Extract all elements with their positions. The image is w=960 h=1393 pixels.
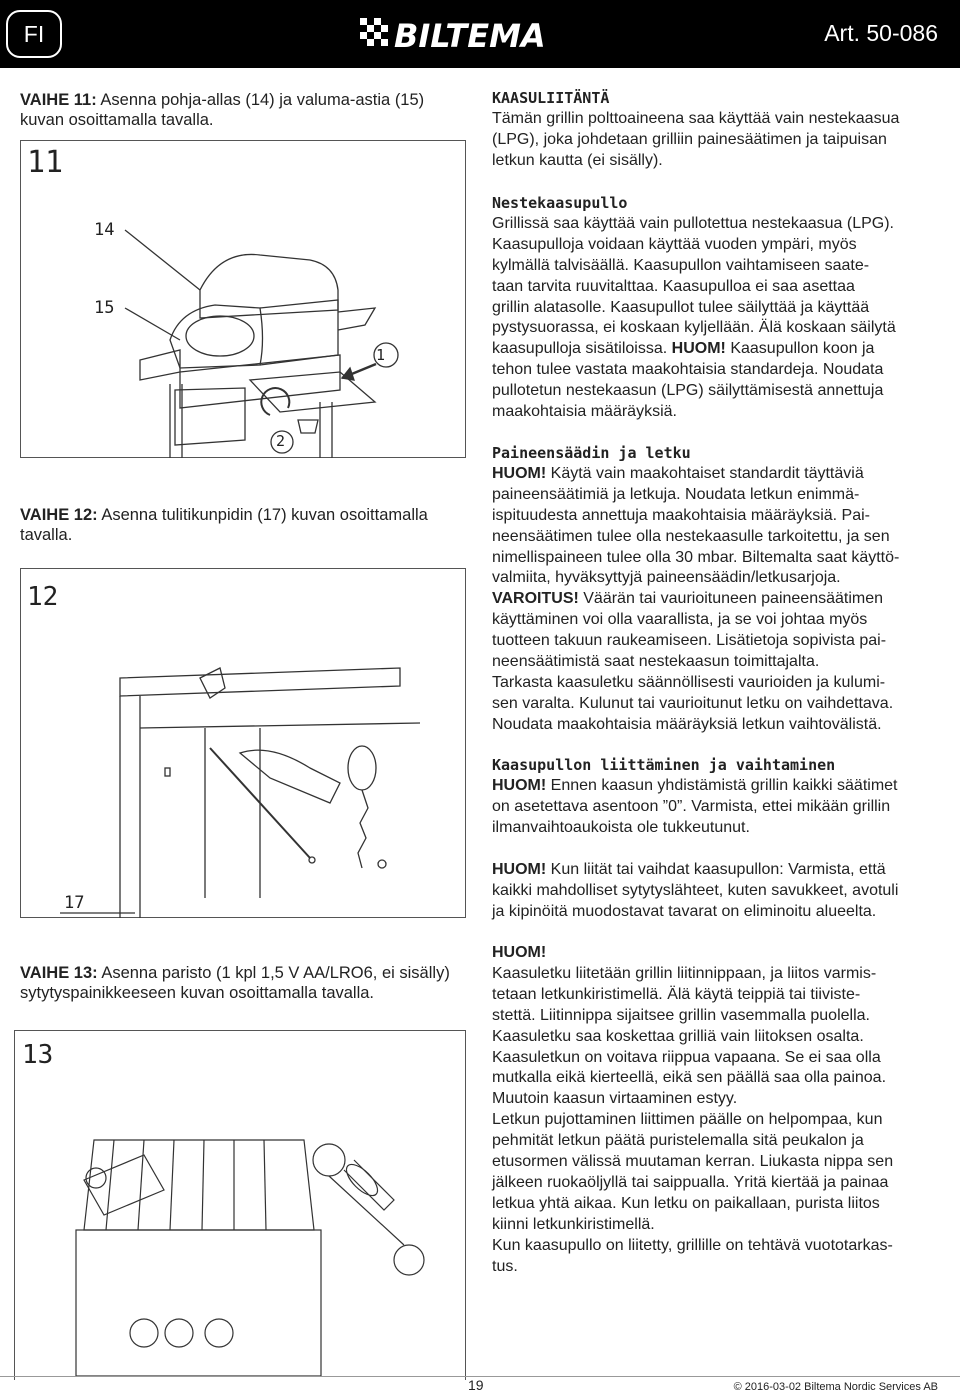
regulator-section: Paineensäädin ja letku HUOM! Käytä vain maakohtaiset standardit täyttäviä paineensäätimiä ja letkuja. Noudata letkun enimmä- ispituudesta annettuja maakohtaisia määräyksiä. Pai- neensäätimen tulee olla nestekaasulle tarkoitettu, ja sen nimellispaineen tulee olla 30 mbar. Biltemalta saat käyttö- valmiita, hyväksyttyjä paineensäädin/letkusarjoja. VAROITUS! Väärän tai vaurioituneen paineensäätimen käyttäminen voi olla vaarallista, ja se voi johtaa myös tuotteen takuun raukeamiseen. Lisätietoja sopivista pai- neensäätimistä saat nestekaasun toimittajalta. Tarkasta kaasuletku säännöllisesti vaurioiden ja kulumi- sen varalta. Kulunut tai vaurioitunut letku on vaihdettava. Noudata maakohtaisia määräyksiä letkun vaihtovälistä. [492,443,942,736]
battery-illustration-13 [14,1030,466,1376]
figure-number: 13 [22,1040,54,1070]
figure-number: 11 [27,145,64,180]
callout-17: 17 [64,893,85,913]
matchholder-illustration-12 [20,568,466,918]
figure-number: 12 [27,582,59,612]
page-number: 19 [468,1377,484,1393]
page-header [0,0,960,68]
step-11-text: VAIHE 11: Asenna pohja-allas (14) ja valuma-astia (15) kuvan osoittamalla tavalla. [20,91,425,129]
step-13-text: VAIHE 13: Asenna paristo (1 kpl 1,5 V AA/LRO6, ei sisälly) sytytyspainikkeeseen kuvan osoittamalla tavalla. [20,964,450,1002]
section-heading: Nestekaasupullo [492,194,628,212]
connecting-section: Kaasupullon liittäminen ja vaihtaminen HUOM! Ennen kaasun yhdistämistä grillin kaikki säätimet on asetettava asentoon ”0”. Varmista, ettei mikään grillin ilmanvaihtoaukoista ole tukkeutunut. [492,755,942,839]
biltema-logo [360,14,600,54]
section-heading: Kaasupullon liittäminen ja vaihtaminen [492,756,836,774]
callout-15: 15 [94,298,115,318]
gas-bottle-section: Nestekaasupullo Grillissä saa käyttää vain pullotettua nestekaasua (LPG). Kaasupulloja voidaan käyttää vuoden ympäri, myös kylmällä talvisäällä. Kaasupullon vaihtamiseen saate- taan tarvita ruuvitalttaa. Kaasupulloa ei saa asettaa grillin alatasolle. Kaasupullot tulee säilyttää ja käyttää pystysuorassa, ei koskaan kyljellään. Älä koskaan säilytä kaasupulloja sisätiloissa. HUOM! Kaasupullon koon ja tehon tulee vastata maakohtaisia standardeja. Noudata pullotetun nestekaasun (LPG) säilyttämisestä annettuja maakohtaisia määräyksiä. [492,193,942,423]
section-heading: KAASULIITÄNTÄ [492,89,610,107]
section-heading: Paineensäädin ja letku [492,444,691,462]
svg-text:BILTEMA: BILTEMA [394,17,546,54]
step-12-text: VAIHE 12: Asenna tulitikunpidin (17) kuvan osoittamalla tavalla. [20,506,428,544]
grill-illustration-11 [20,140,466,458]
callout-14: 14 [94,220,115,240]
article-number: Art. 50-086 [824,20,938,46]
note-ignition-sources: HUOM! Kun liität tai vaihdat kaasupullon: Varmista, että kaikki mahdolliset sytytyslähteet, kuten savukkeet, avotuli ja kipinöitä muodostavat tavarat on eliminoitu alueelta. [492,861,899,920]
note-hose-connection: HUOM! Kaasuletku liitetään grillin liitinnippaan, ja liitos varmis- tetaan letkunkiristimellä. Älä käytä teippiä tai tiiviste- stettä. Liitinnippa sijaitsee grillin vasemmalla puolella. Kaasuletku saa koskettaa grilliä vain liitoksen osalta. Kaasuletkun on voitava riippua vapaana. Se ei saa olla mutkalla eikä kierteellä, eikä sen päällä saa olla painoa. Muutoin kaasun virtaaminen estyy. Letkun pujottaminen liittimen päälle on helpompaa, kun pehmität letkun päätä puristelemalla sitä peukalon ja etusormen välissä muutaman kerran. Liukasta nippa sen jälkeen ruokaöljyllä tai saippualla. Yritä kiertää ja painaa letkua yhtä aikaa. Kun letku on paikallaan, purista liitos kiinni letkunkiristimellä. Kun kaasupullo on liitetty, grillille on tehtävä vuototarkas- tus. [492,944,894,1275]
gas-connection-section: KAASULIITÄNTÄ Tämän grillin polttoaineena saa käyttää vain nestekaasua (LPG), joka johdetaan grilliin painesäätimen ja taipuisan letkun kautta (ei sisälly). [492,88,942,172]
copyright: © 2016-03-02 Biltema Nordic Services AB [733,1381,938,1393]
callout-2: 2 [276,432,286,450]
callout-1: 1 [376,346,386,364]
language-badge: FI [6,10,62,58]
